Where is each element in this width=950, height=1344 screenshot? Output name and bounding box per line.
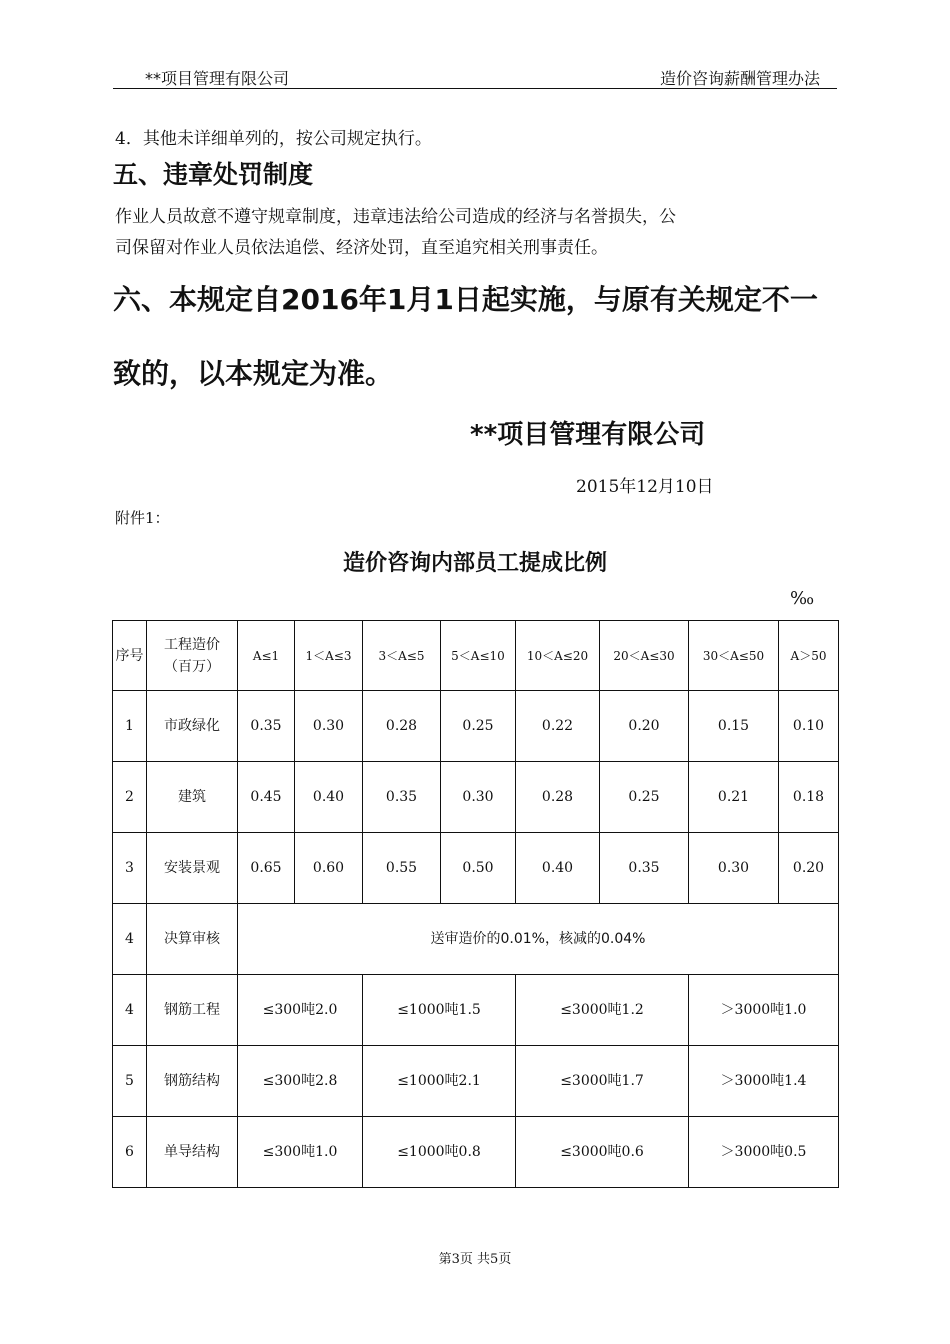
table-row (113, 691, 839, 762)
row-seq: 4 (113, 975, 147, 1046)
table-header-row (113, 621, 839, 691)
row-value: 0.22 (516, 691, 600, 762)
unit-label: ‰ (790, 588, 815, 609)
row-value: 0.10 (779, 691, 839, 762)
table-row-audit (113, 904, 839, 975)
header-range: 10＜A≤20 (516, 621, 600, 691)
row-value: 0.40 (516, 833, 600, 904)
row-value: 0.20 (779, 833, 839, 904)
header-cost-line-2: （百万） (164, 658, 220, 675)
section-6-line-2: 致的，以本规定为准。 (113, 357, 394, 390)
row-seq: 6 (113, 1117, 147, 1188)
header-range: A＞50 (779, 621, 839, 691)
row-value: 0.28 (516, 762, 600, 833)
section-5-heading: 五、违章处罚制度 (113, 160, 314, 189)
row-value: 0.45 (238, 762, 295, 833)
table-row (113, 762, 839, 833)
row-seq: 4 (113, 904, 147, 975)
row-value: 0.40 (295, 762, 363, 833)
row-tonnage-value: ≤300吨2.8 (238, 1046, 363, 1117)
row-value: 0.15 (689, 691, 779, 762)
item-4-text: 4．其他未详细单列的，按公司规定执行。 (115, 129, 432, 149)
header-range: 20＜A≤30 (600, 621, 689, 691)
row-tonnage-value: ≤1000吨0.8 (363, 1117, 516, 1188)
row-value: 0.35 (238, 691, 295, 762)
row-name: 建筑 (147, 762, 238, 833)
table-title: 造价咨询内部员工提成比例 (342, 551, 607, 576)
header-seq: 序号 (113, 621, 147, 691)
row-seq: 1 (113, 691, 147, 762)
row-value: 0.30 (689, 833, 779, 904)
table-row (113, 975, 839, 1046)
header-range: A≤1 (238, 621, 295, 691)
row-name: 市政绿化 (147, 691, 238, 762)
row-value: 0.25 (441, 691, 516, 762)
header-divider (113, 88, 837, 89)
row-name: 钢筋工程 (147, 975, 238, 1046)
commission-table (112, 620, 839, 1188)
row-name: 钢筋结构 (147, 1046, 238, 1117)
header-cost-line-1: 工程造价 (164, 636, 220, 653)
signature-date: 2015年12月10日 (576, 477, 714, 497)
header-doc-title: 造价咨询薪酬管理办法 (659, 69, 820, 88)
header-range: 5＜A≤10 (441, 621, 516, 691)
row-value: 0.65 (238, 833, 295, 904)
section-5-line-1: 作业人员故意不遵守规章制度，违章违法给公司造成的经济与名誉损失，公 (115, 207, 676, 227)
row-name: 单导结构 (147, 1117, 238, 1188)
row-tonnage-value: ＞3000吨1.4 (689, 1046, 839, 1117)
row-value: 0.55 (363, 833, 441, 904)
row-seq: 3 (113, 833, 147, 904)
row-name: 安装景观 (147, 833, 238, 904)
row-value: 0.21 (689, 762, 779, 833)
row-tonnage-value: ＞3000吨0.5 (689, 1117, 839, 1188)
row-tonnage-value: ≤1000吨2.1 (363, 1046, 516, 1117)
section-5-line-2: 司保留对作业人员依法追偿、经济处罚，直至追究相关刑事责任。 (115, 238, 608, 258)
row-value: 0.20 (600, 691, 689, 762)
row-seq: 2 (113, 762, 147, 833)
row-tonnage-value: ≤3000吨1.7 (516, 1046, 689, 1117)
row-value: 0.28 (363, 691, 441, 762)
row-value: 0.25 (600, 762, 689, 833)
header-range: 30＜A≤50 (689, 621, 779, 691)
row-tonnage-value: ＞3000吨1.0 (689, 975, 839, 1046)
audit-rate-text: 送审造价的0.01%，核减的0.04% (238, 904, 839, 975)
attachment-label: 附件1： (115, 509, 170, 527)
row-value: 0.18 (779, 762, 839, 833)
table-row (113, 1046, 839, 1117)
row-tonnage-value: ≤3000吨1.2 (516, 975, 689, 1046)
row-value: 0.35 (600, 833, 689, 904)
row-value: 0.30 (295, 691, 363, 762)
signature-company: **项目管理有限公司 (470, 420, 706, 450)
row-value: 0.50 (441, 833, 516, 904)
row-value: 0.35 (363, 762, 441, 833)
header-range: 3＜A≤5 (363, 621, 441, 691)
header-range: 1＜A≤3 (295, 621, 363, 691)
table-row (113, 833, 839, 904)
header-cost (147, 621, 238, 691)
section-6-line-1: 六、本规定自2016年1月1日起实施，与原有关规定不一 (113, 283, 818, 316)
row-tonnage-value: ≤300吨1.0 (238, 1117, 363, 1188)
table-row (113, 1117, 839, 1188)
row-tonnage-value: ≤300吨2.0 (238, 975, 363, 1046)
row-value: 0.60 (295, 833, 363, 904)
row-tonnage-value: ≤3000吨0.6 (516, 1117, 689, 1188)
row-value: 0.30 (441, 762, 516, 833)
row-name: 决算审核 (147, 904, 238, 975)
header-company: **项目管理有限公司 (145, 69, 290, 88)
row-tonnage-value: ≤1000吨1.5 (363, 975, 516, 1046)
page-footer: 第3页 共5页 (438, 1252, 512, 1267)
row-seq: 5 (113, 1046, 147, 1117)
